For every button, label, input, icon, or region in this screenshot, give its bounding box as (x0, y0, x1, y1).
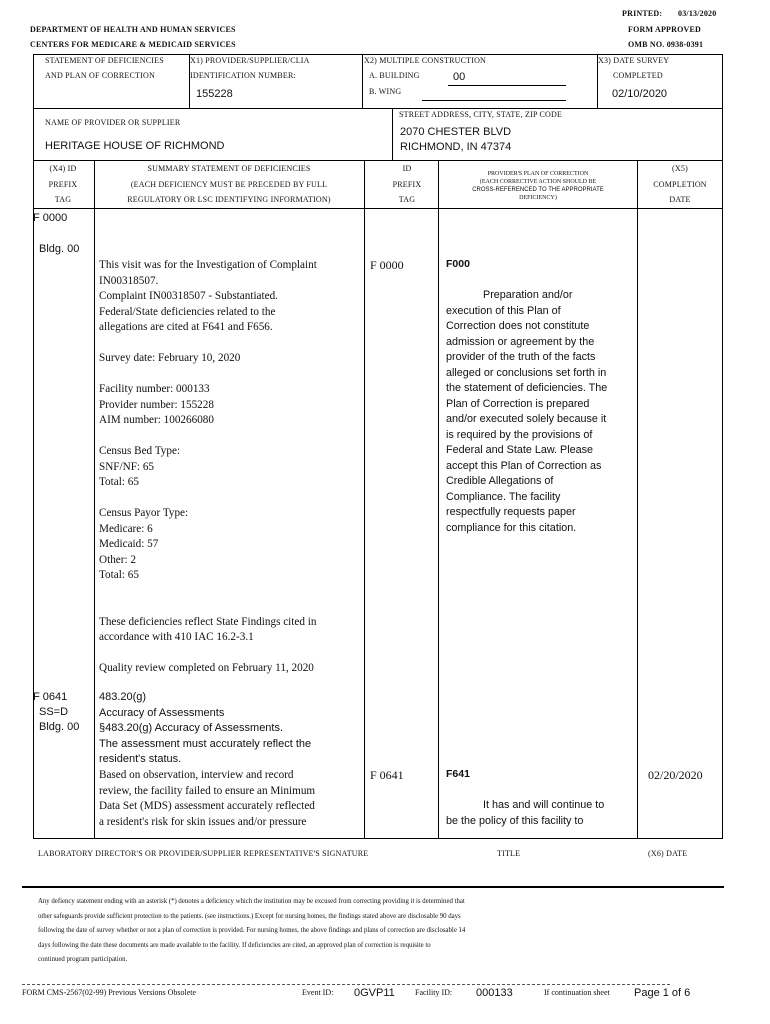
form-number: FORM CMS-2567(02-99) Previous Versions Obsolete (22, 988, 197, 997)
summary-line: Federal/State deficiencies related to the (99, 305, 276, 318)
plan-line: be the policy of this facility to (446, 814, 584, 827)
form-approved: FORM APPROVED (628, 25, 702, 34)
summary-line (99, 646, 364, 662)
plan-line: Federal and State Law. Please (446, 444, 594, 456)
summary-line: Complaint IN00318507 - Substantiated. (99, 290, 278, 302)
title-label: TITLE (497, 849, 521, 858)
summary-line: Medicare: 6 (99, 522, 153, 535)
tag-f0000: F 0000 (33, 212, 68, 224)
page-number: Page 1 of 6 (634, 987, 691, 999)
x2-label: X2) MULTIPLE CONSTRUCTION (364, 56, 487, 65)
plan-header-3: CROSS-REFERENCED TO THE APPROPRIATE (472, 187, 604, 193)
facility-id: 000133 (476, 987, 513, 999)
plan-line: is required by the provisions of (446, 428, 593, 441)
summary-line: Census Bed Type: (99, 445, 181, 457)
plan-line: Compliance. The facility (446, 490, 561, 503)
printed-label: PRINTED: (622, 9, 663, 18)
summary-line: Facility number: 000133 (99, 383, 210, 395)
plan-tag-f000: F000 (446, 258, 470, 270)
x5-label-1: (X5) (672, 164, 688, 173)
plan-line: Credible Allegations of (446, 475, 554, 487)
id-label-2: PREFIX (392, 180, 422, 189)
summary-line: accordance with 410 IAC 16.2-3.1 (99, 631, 254, 643)
disclaimer-line: Any defiency statement ending with an asterisk (*) denotes a deficiency which the institution may be excused from correcting providing it is determined that (38, 898, 465, 905)
id-f0000: F 0000 (370, 258, 404, 272)
plan-block-1 (446, 288, 636, 536)
summary-line: AIM number: 100266080 (99, 414, 214, 426)
plan-line: admission or agreement by the (446, 335, 595, 348)
x3-label-1: X3) DATE SURVEY (598, 56, 670, 65)
x3-label-2: COMPLETED (613, 71, 663, 80)
plan-header-4: DEFICIENCY) (519, 195, 557, 201)
facility-id-label: Facility ID: (415, 988, 453, 997)
x6-date-label: (X6) DATE (648, 849, 688, 858)
summary-line (99, 336, 364, 352)
summary-line: a resident's risk for skin issues and/or pressure (99, 815, 307, 828)
summary-line: Provider number: 155228 (99, 398, 214, 411)
ss-label: SS=D (39, 706, 69, 718)
provider-name: HERITAGE HOUSE OF RICHMOND (45, 140, 225, 152)
omb-number: OMB NO. 0938-0391 (628, 40, 704, 49)
centers-title: CENTERS FOR MEDICARE & MEDICAID SERVICES (30, 40, 236, 49)
x4-label-1: (X4) ID (49, 164, 77, 173)
plan-line: Correction does not constitute (446, 320, 590, 332)
summary-line: Quality review completed on February 11, 2020 (99, 662, 314, 674)
summary-line: resident's status. (99, 753, 182, 765)
summary-line: Medicaid: 57 (99, 538, 159, 550)
summary-line: Census Payor Type: (99, 507, 189, 519)
summary-line: Other: 2 (99, 553, 136, 566)
continuation-label: If continuation sheet (544, 988, 610, 997)
plan-line: and/or executed solely because it (446, 413, 607, 425)
summary-line: 483.20(g) (99, 691, 147, 703)
plan-line: compliance for this citation. (446, 521, 577, 534)
summary-line: These deficiencies reflect State Findings cited in (99, 615, 317, 628)
summary-block-1 (99, 258, 364, 677)
summary-line (99, 367, 364, 383)
plan-line: execution of this Plan of (446, 304, 561, 317)
summary-line: Accuracy of Assessments (99, 706, 225, 719)
summary-block-2-serif (99, 768, 364, 830)
address-label: STREET ADDRESS, CITY, STATE, ZIP CODE (399, 110, 563, 119)
address-line-2: RICHMOND, IN 47374 (400, 141, 512, 153)
plan-line: Plan of Correction is prepared (446, 397, 590, 410)
plan-line: the statement of deficiencies. The (446, 382, 608, 394)
lab-director-label: LABORATORY DIRECTOR'S OR PROVIDER/SUPPLIER REPRESENTATIVE'S SIGNATURE (38, 849, 369, 858)
summary-line (99, 584, 364, 600)
bldg-label: Bldg. 00 (39, 243, 80, 255)
plan-line: provider of the truth of the facts (446, 351, 596, 363)
plan-tag-f641: F641 (446, 768, 470, 780)
summary-line: Data Set (MDS) assessment accurately reflected (99, 800, 315, 812)
disclaimer-line: days following the date these documents are made available to the facility. If deficiencies are cited, an approved plan of correction is requisite to (38, 941, 431, 949)
summary-header-3: REGULATORY OR LSC IDENTIFYING INFORMATION) (127, 195, 331, 204)
summary-line: allegations are cited at F641 and F656. (99, 321, 273, 333)
provider-name-label: NAME OF PROVIDER OR SUPPLIER (45, 118, 181, 127)
plan-line: Preparation and/or (483, 289, 573, 301)
summary-block-2-sans (99, 690, 364, 768)
building-value: 00 (453, 71, 466, 83)
survey-date: 02/10/2020 (612, 88, 668, 100)
summary-line: This visit was for the Investigation of Complaint (99, 259, 317, 271)
printed-date: 03/13/2020 (678, 9, 717, 18)
summary-line: Based on observation, interview and record (99, 769, 294, 781)
id-f0641: F 0641 (370, 768, 404, 782)
bldg-label-2: Bldg. 00 (39, 721, 80, 733)
completion-date: 02/20/2020 (648, 768, 703, 782)
summary-line: §483.20(g) Accuracy of Assessments. (99, 722, 284, 734)
x4-label-2: PREFIX (48, 180, 78, 189)
summary-line: IN00318507. (99, 274, 159, 287)
event-id: 0GVP11 (354, 987, 395, 999)
tag-f0641: F 0641 (33, 691, 68, 703)
x4-label-3: TAG (54, 195, 72, 204)
building-label: A. BUILDING (369, 71, 420, 80)
summary-header-2: (EACH DEFICIENCY MUST BE PRECEDED BY FULL (130, 180, 328, 189)
summary-line (99, 429, 364, 445)
summary-line: review, the facility failed to ensure an Minimum (99, 784, 316, 797)
disclaimer-line: other safeguards provide sufficient protection to the patients. (see instructions.) Except for nursing homes, the findings stated above are disclosable 90 days (38, 912, 461, 920)
x1-label-2: IDENTIFICATION NUMBER: (190, 71, 296, 80)
provider-number: 155228 (196, 88, 233, 100)
summary-line: The assessment must accurately reflect the (99, 737, 312, 750)
summary-line: Survey date: February 10, 2020 (99, 352, 241, 364)
plan-line: alleged or conclusions set forth in (446, 366, 607, 379)
x5-label-2: COMPLETION (653, 180, 707, 189)
summary-line: Total: 65 (99, 569, 139, 581)
id-label-1: ID (402, 164, 412, 173)
disclaimer (38, 895, 718, 968)
plan-line: It has and will continue to (483, 799, 605, 811)
disclaimer-line: following the date of survey whether or not a plan of correction is provided. For nursing homes, the above findings and plans of correction are disclosable 14 (38, 927, 466, 934)
x1-label-1: X1) PROVIDER/SUPPLIER/CLIA (190, 56, 310, 65)
summary-line (99, 491, 364, 507)
summary-line: SNF/NF: 65 (99, 460, 155, 473)
address-line-1: 2070 CHESTER BLVD (400, 126, 512, 138)
plan-block-2 (446, 798, 636, 829)
plan-header-2: (EACH CORRECTIVE ACTION SHOULD BE (479, 179, 597, 185)
summary-header-1: SUMMARY STATEMENT OF DEFICIENCIES (147, 164, 311, 173)
summary-line: Total: 65 (99, 476, 139, 488)
wing-label: B. WING (369, 87, 402, 96)
plan-header-1: PROVIDER'S PLAN OF CORRECTION (487, 171, 589, 177)
plan-line: accept this Plan of Correction as (446, 459, 602, 472)
disclaimer-line: continued program participation. (38, 956, 128, 963)
id-label-3: TAG (398, 195, 416, 204)
summary-line (99, 599, 364, 615)
event-id-label: Event ID: (302, 988, 334, 997)
plan-line: respectfully requests paper (446, 506, 576, 518)
x5-label-3: DATE (669, 195, 691, 204)
statement-label-1: STATEMENT OF DEFICIENCIES (45, 56, 164, 65)
statement-label-2: AND PLAN OF CORRECTION (45, 71, 155, 80)
department-title: DEPARTMENT OF HEALTH AND HUMAN SERVICES (30, 25, 236, 34)
